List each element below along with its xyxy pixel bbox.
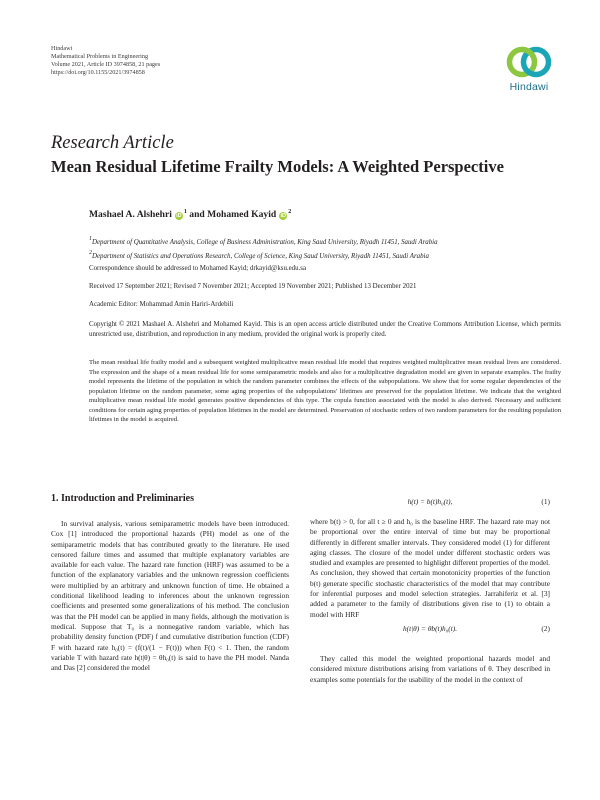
equation-expression: h(t) = b(t)h₀(t), <box>407 497 453 506</box>
journal-header <box>51 45 160 77</box>
affiliation-text: Department of Statistics and Operations Research, College of Science, King Saud University, Riyadh 11451, Saudi Arabia <box>92 253 429 260</box>
author-name[interactable]: Mashael A. Alshehri <box>89 209 172 220</box>
affiliations <box>89 234 561 262</box>
correspondence: Correspondence should be addressed to Mohamed Kayid; drkayid@ksu.edu.sa <box>89 265 307 272</box>
hindawi-logo-icon <box>506 44 552 80</box>
equation-2 <box>310 624 550 640</box>
doi-link[interactable]: https://doi.org/10.1155/2021/3974858 <box>51 69 145 76</box>
affiliation-item <box>89 234 561 248</box>
affiliation-item <box>89 248 561 262</box>
section-heading: 1. Introduction and Preliminaries <box>51 493 194 504</box>
body-column-left <box>51 493 289 673</box>
journal-name: Mathematical Problems in Engineering <box>51 53 149 60</box>
volume-line: Volume 2021, Article ID 3974858, 21 pages <box>51 61 161 68</box>
author-line <box>89 209 291 220</box>
article-type: Research Article <box>51 133 174 153</box>
equation-number: (1) <box>541 497 550 506</box>
article-title: Mean Residual Lifetime Frailty Models: A Weighted Perspective <box>51 157 504 176</box>
author-affiliation-mark: 1 <box>183 209 187 215</box>
orcid-icon[interactable]: iD <box>280 213 286 219</box>
author-name[interactable]: Mohamed Kayid <box>207 209 277 220</box>
publisher-name: Hindawi <box>51 45 73 52</box>
body-paragraph: They called this model the weighted proportional hazards model and considered mixture distributions arising from variations of θ. They described in examples some potentials for the usability of the model in the context of <box>310 653 550 684</box>
affiliation-mark: 2 <box>89 250 92 256</box>
copyright-notice: Copyright © 2021 Mashael A. Alshehri and Mohamed Kayid. This is an open access article distributed under the Creative Commons Attribution License, which permits unrestricted use, distribution, and reproduction in any medium, provided the original work is properly cited. <box>89 321 561 338</box>
hindawi-logo <box>497 44 561 106</box>
affiliation-mark: 1 <box>89 236 92 242</box>
abstract: The mean residual life frailty model and a subsequent weighted multiplicative mean residual life model that requires weighted multiplicative mean residual lives are considered. The expression and the shape of a mean residual life for some semiparametric models and also for a multiplicative degradation model are given in separate examples. The frailty model represents the lifetime of the population in which the random parameter combines the effects of the subpopulations. We show that for some regular dependencies of the population lifetime on the random parameter, some aging properties of the subpopulations' lifetimes are preserved for the population lifetime. We indicate that the weighted multiplicative mean residual life model generates positive dependencies of this type. The copula function associated with the model is also derived. Necessary and sufficient conditions for certain aging properties of population lifetimes in the model are determined. Preservation of stochastic orders of two random parameters for the resulting population lifetimes in the model is acquired. <box>89 359 561 423</box>
author-affiliation-mark: 2 <box>288 209 292 215</box>
body-paragraph: In survival analysis, various semiparametric models have been introduced. Cox [1] introduced the proportional hazards (PH) model as one of the semiparametric models that has contributed greatly to the literature. He used censored failure times and assumed that multiple explanatory variables are available for each value. The hazard rate function (HRF) was assumed to be a function of the explanatory variables and the unknown regression coefficients were multiplied by an arbitrary and unknown function of time. He obtained a conditional likelihood leading to inferences about the unknown regression coefficients and presented some generalizations of his method. The conclusion was that the PH model can be applied in many fields, although the motivation is medical. Suppose that T₀ is a nonnegative random variable, which has probability density function (PDF) f and cumulative distribution function (CDF) F with hazard rate h₀(t) = (f(t)/(1 − F(t))) when F(t) < 1. Then, the random variable T with hazard rate h(t|θ) = θh₀(t) is said to have the PH model. Nanda and Das [2] considered the model <box>51 519 289 673</box>
affiliation-text: Department of Quantitative Analysis, College of Business Administration, King Saud University, Riyadh 11451, Saudi Arabia <box>92 239 438 246</box>
equation-1 <box>310 497 550 513</box>
academic-editor: Academic Editor: Mohammad Amin Hariri-Ardebili <box>89 301 234 308</box>
orcid-icon[interactable]: iD <box>176 213 182 219</box>
publication-dates: Received 17 September 2021; Revised 7 November 2021; Accepted 19 November 2021; Published 13 December 2021 <box>89 283 417 290</box>
author-connector: and <box>189 209 205 220</box>
logo-text: Hindawi <box>509 81 549 93</box>
equation-number: (2) <box>541 623 550 633</box>
body-column-right <box>310 493 550 685</box>
body-paragraph: where b(t) > 0, for all t ≥ 0 and h₀ is the baseline HRF. The hazard rate may not be proportional over the entire interval of time but may be proportional differently in different smaller intervals. They considered model (1) for different aging classes. The closure of the model under different stochastic orders was studied and examples are presented to highlight different properties of the model. As conclusion, they showed that certain monotonicity properties of the function b(t) generate specific stochastic characteristics of the model that may contribute for inferential purposes and model selection strategies. Jarrahiferiz et al. [3] added a parameter to the family of distributions given rise to (1) to obtain a model with HRF <box>310 517 550 619</box>
equation-expression: h(t|θ) = θb(t)h₀(t). <box>402 623 458 633</box>
